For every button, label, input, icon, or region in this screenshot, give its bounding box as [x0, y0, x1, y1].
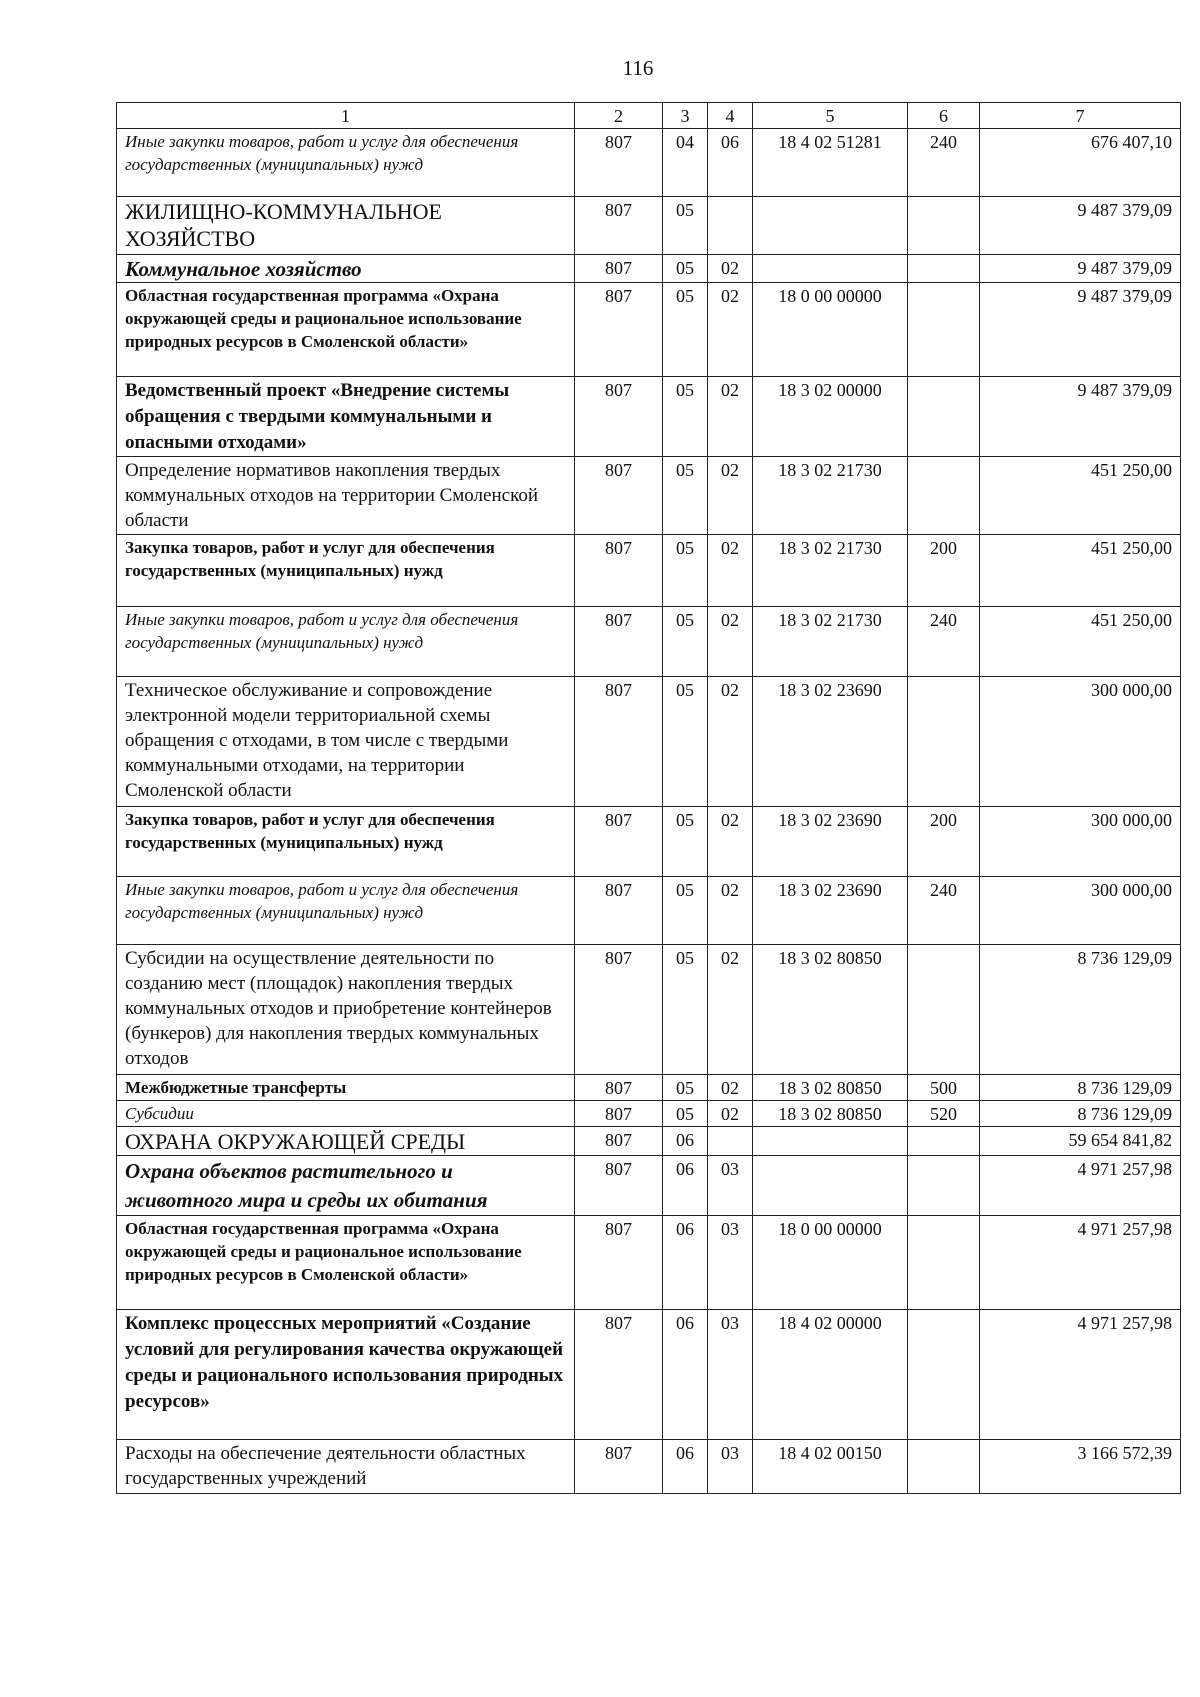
row-name: Областная государственная программа «Охрана окружающей среды и рациональное использование природных ресурсов в Смоленской области» — [117, 1216, 575, 1310]
cell-admin-code: 807 — [575, 457, 663, 535]
cell-target-article: 18 0 00 00000 — [753, 1216, 908, 1310]
cell-admin-code: 807 — [575, 283, 663, 377]
table-row — [117, 1101, 1181, 1127]
cell-admin-code: 807 — [575, 1075, 663, 1101]
cell-subsection: 02 — [708, 535, 753, 607]
cell-section: 04 — [663, 129, 708, 197]
cell-expense-type — [908, 1310, 980, 1440]
cell-target-article: 18 3 02 21730 — [753, 535, 908, 607]
cell-section: 05 — [663, 677, 708, 807]
cell-subsection — [708, 1127, 753, 1156]
cell-subsection: 02 — [708, 1101, 753, 1127]
cell-admin-code: 807 — [575, 945, 663, 1075]
row-name: ЖИЛИЩНО-КОММУНАЛЬНОЕ ХОЗЯЙСТВО — [117, 197, 575, 255]
row-name: Областная государственная программа «Охрана окружающей среды и рациональное использование природных ресурсов в Смоленской области» — [117, 283, 575, 377]
table-row — [117, 255, 1181, 283]
row-name: Комплекс процессных мероприятий «Создание условий для регулирования качества окружающей среды и рационального использования природных ресурсов» — [117, 1310, 575, 1440]
cell-subsection: 02 — [708, 607, 753, 677]
table-row — [117, 1216, 1181, 1310]
cell-admin-code: 807 — [575, 607, 663, 677]
cell-admin-code: 807 — [575, 1156, 663, 1216]
cell-amount: 300 000,00 — [980, 677, 1181, 807]
cell-amount: 676 407,10 — [980, 129, 1181, 197]
cell-section: 05 — [663, 877, 708, 945]
table-row — [117, 1310, 1181, 1440]
cell-expense-type: 240 — [908, 129, 980, 197]
cell-section: 05 — [663, 607, 708, 677]
row-name: Определение нормативов накопления твердых коммунальных отходов на территории Смоленской области — [117, 457, 575, 535]
cell-expense-type — [908, 1440, 980, 1494]
row-name: Охрана объектов растительного и животного мира и среды их обитания — [117, 1156, 575, 1216]
cell-target-article: 18 4 02 00150 — [753, 1440, 908, 1494]
cell-admin-code: 807 — [575, 877, 663, 945]
cell-target-article: 18 3 02 80850 — [753, 945, 908, 1075]
cell-expense-type: 200 — [908, 535, 980, 607]
cell-amount: 9 487 379,09 — [980, 255, 1181, 283]
cell-subsection: 02 — [708, 877, 753, 945]
cell-section: 05 — [663, 535, 708, 607]
cell-section: 05 — [663, 1101, 708, 1127]
row-name: Иные закупки товаров, работ и услуг для обеспечения государственных (муниципальных) нужд — [117, 877, 575, 945]
cell-section: 05 — [663, 283, 708, 377]
cell-section: 05 — [663, 197, 708, 255]
cell-target-article: 18 3 02 21730 — [753, 607, 908, 677]
table-row — [117, 197, 1181, 255]
cell-subsection: 02 — [708, 377, 753, 457]
table-row — [117, 457, 1181, 535]
cell-section: 05 — [663, 377, 708, 457]
cell-subsection: 02 — [708, 807, 753, 877]
table-row — [117, 877, 1181, 945]
header-cell: 1 — [117, 103, 575, 129]
cell-amount: 59 654 841,82 — [980, 1127, 1181, 1156]
cell-subsection: 02 — [708, 255, 753, 283]
cell-amount: 9 487 379,09 — [980, 283, 1181, 377]
cell-amount: 300 000,00 — [980, 877, 1181, 945]
cell-amount: 451 250,00 — [980, 607, 1181, 677]
table-row — [117, 535, 1181, 607]
cell-expense-type — [908, 255, 980, 283]
cell-section: 06 — [663, 1127, 708, 1156]
cell-admin-code: 807 — [575, 1216, 663, 1310]
cell-subsection: 02 — [708, 457, 753, 535]
cell-target-article — [753, 1156, 908, 1216]
cell-section: 05 — [663, 945, 708, 1075]
cell-target-article: 18 3 02 80850 — [753, 1075, 908, 1101]
cell-target-article — [753, 255, 908, 283]
cell-subsection: 03 — [708, 1310, 753, 1440]
header-cell: 7 — [980, 103, 1181, 129]
cell-admin-code: 807 — [575, 807, 663, 877]
cell-subsection: 03 — [708, 1216, 753, 1310]
table-row — [117, 377, 1181, 457]
row-name: Субсидии — [117, 1101, 575, 1127]
cell-amount: 8 736 129,09 — [980, 1075, 1181, 1101]
cell-amount: 4 971 257,98 — [980, 1216, 1181, 1310]
cell-section: 06 — [663, 1310, 708, 1440]
cell-expense-type — [908, 283, 980, 377]
cell-amount: 451 250,00 — [980, 457, 1181, 535]
cell-subsection: 02 — [708, 283, 753, 377]
table-row — [117, 129, 1181, 197]
table-row — [117, 1440, 1181, 1494]
cell-section: 06 — [663, 1440, 708, 1494]
cell-section: 05 — [663, 807, 708, 877]
cell-amount: 451 250,00 — [980, 535, 1181, 607]
cell-amount: 4 971 257,98 — [980, 1310, 1181, 1440]
row-name: Иные закупки товаров, работ и услуг для обеспечения государственных (муниципальных) нужд — [117, 607, 575, 677]
table-header-row — [117, 103, 1181, 129]
cell-amount: 9 487 379,09 — [980, 197, 1181, 255]
cell-target-article — [753, 1127, 908, 1156]
cell-subsection: 02 — [708, 1075, 753, 1101]
table-row — [117, 1156, 1181, 1216]
cell-expense-type — [908, 1127, 980, 1156]
cell-subsection: 06 — [708, 129, 753, 197]
header-cell: 2 — [575, 103, 663, 129]
cell-expense-type — [908, 457, 980, 535]
cell-expense-type: 240 — [908, 877, 980, 945]
table-row — [117, 283, 1181, 377]
cell-subsection: 02 — [708, 677, 753, 807]
cell-target-article: 18 3 02 00000 — [753, 377, 908, 457]
cell-target-article: 18 4 02 51281 — [753, 129, 908, 197]
row-name: Закупка товаров, работ и услуг для обеспечения государственных (муниципальных) нужд — [117, 535, 575, 607]
cell-expense-type: 200 — [908, 807, 980, 877]
cell-subsection: 03 — [708, 1440, 753, 1494]
header-cell: 3 — [663, 103, 708, 129]
cell-expense-type — [908, 677, 980, 807]
cell-expense-type — [908, 377, 980, 457]
row-name: Техническое обслуживание и сопровождение электронной модели территориальной схемы обращения с отходами, в том числе с твердыми коммунальными отходами, на территории Смоленской области — [117, 677, 575, 807]
cell-admin-code: 807 — [575, 255, 663, 283]
header-cell: 4 — [708, 103, 753, 129]
cell-expense-type — [908, 1156, 980, 1216]
cell-admin-code: 807 — [575, 1127, 663, 1156]
cell-expense-type — [908, 945, 980, 1075]
cell-amount: 8 736 129,09 — [980, 1101, 1181, 1127]
cell-amount: 4 971 257,98 — [980, 1156, 1181, 1216]
cell-expense-type — [908, 1216, 980, 1310]
cell-admin-code: 807 — [575, 677, 663, 807]
cell-amount: 300 000,00 — [980, 807, 1181, 877]
cell-admin-code: 807 — [575, 1440, 663, 1494]
cell-subsection: 03 — [708, 1156, 753, 1216]
cell-target-article: 18 3 02 80850 — [753, 1101, 908, 1127]
cell-expense-type: 520 — [908, 1101, 980, 1127]
cell-target-article: 18 0 00 00000 — [753, 283, 908, 377]
table-row — [117, 945, 1181, 1075]
cell-target-article: 18 3 02 23690 — [753, 807, 908, 877]
table-row — [117, 1127, 1181, 1156]
cell-section: 05 — [663, 457, 708, 535]
cell-expense-type — [908, 197, 980, 255]
row-name: Ведомственный проект «Внедрение системы обращения с твердыми коммунальными и опасными отходами» — [117, 377, 575, 457]
page-number: 116 — [622, 56, 654, 80]
cell-target-article — [753, 197, 908, 255]
table-row — [117, 1075, 1181, 1101]
row-name: Закупка товаров, работ и услуг для обеспечения государственных (муниципальных) нужд — [117, 807, 575, 877]
cell-admin-code: 807 — [575, 377, 663, 457]
table-row — [117, 607, 1181, 677]
row-name: Субсидии на осуществление деятельности по созданию мест (площадок) накопления твердых коммунальных отходов и приобретение контейнеров (бункеров) для накопления твердых коммунальных отходов — [117, 945, 575, 1075]
table-row — [117, 807, 1181, 877]
cell-amount: 9 487 379,09 — [980, 377, 1181, 457]
budget-table — [116, 102, 1181, 1494]
cell-section: 06 — [663, 1216, 708, 1310]
row-name: ОХРАНА ОКРУЖАЮЩЕЙ СРЕДЫ — [117, 1127, 575, 1156]
cell-expense-type: 500 — [908, 1075, 980, 1101]
cell-amount: 3 166 572,39 — [980, 1440, 1181, 1494]
row-name: Коммунальное хозяйство — [117, 255, 575, 283]
cell-admin-code: 807 — [575, 535, 663, 607]
cell-target-article: 18 4 02 00000 — [753, 1310, 908, 1440]
cell-admin-code: 807 — [575, 197, 663, 255]
cell-target-article: 18 3 02 23690 — [753, 877, 908, 945]
header-cell: 5 — [753, 103, 908, 129]
row-name: Иные закупки товаров, работ и услуг для обеспечения государственных (муниципальных) нужд — [117, 129, 575, 197]
cell-target-article: 18 3 02 21730 — [753, 457, 908, 535]
cell-section: 05 — [663, 255, 708, 283]
cell-amount: 8 736 129,09 — [980, 945, 1181, 1075]
row-name: Расходы на обеспечение деятельности областных государственных учреждений — [117, 1440, 575, 1494]
cell-admin-code: 807 — [575, 1101, 663, 1127]
cell-target-article: 18 3 02 23690 — [753, 677, 908, 807]
header-cell: 6 — [908, 103, 980, 129]
cell-expense-type: 240 — [908, 607, 980, 677]
cell-admin-code: 807 — [575, 1310, 663, 1440]
row-name: Межбюджетные трансферты — [117, 1075, 575, 1101]
cell-subsection: 02 — [708, 945, 753, 1075]
cell-section: 06 — [663, 1156, 708, 1216]
table-row — [117, 677, 1181, 807]
cell-section: 05 — [663, 1075, 708, 1101]
cell-subsection — [708, 197, 753, 255]
cell-admin-code: 807 — [575, 129, 663, 197]
